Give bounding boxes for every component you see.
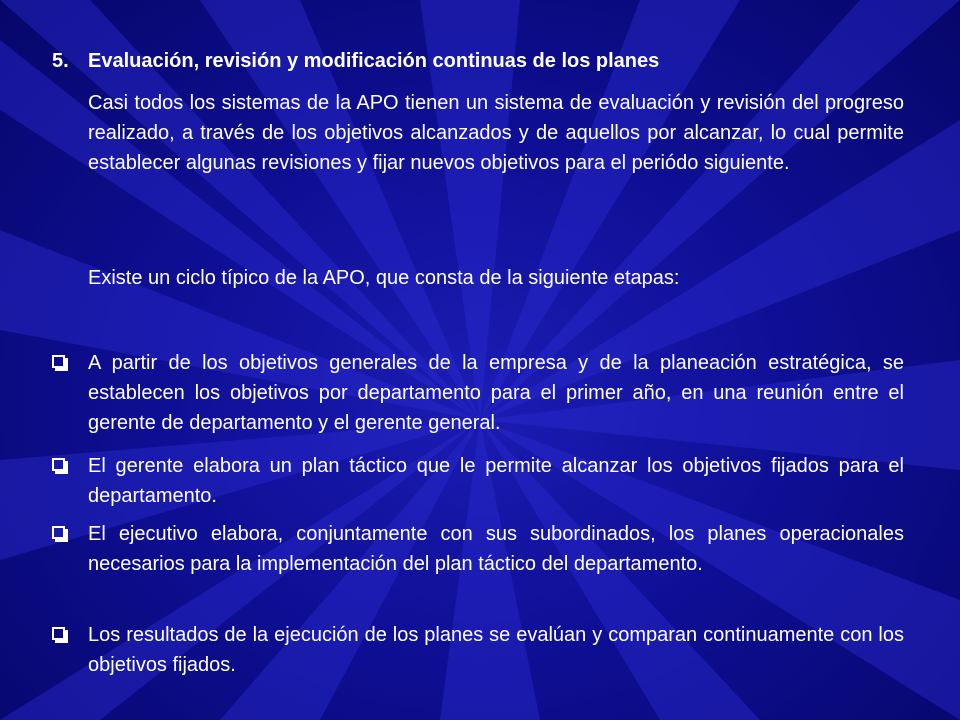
cycle-paragraph bbox=[88, 263, 904, 293]
intro-paragraph-text: Casi todos los sistemas de la APO tienen un sistema de evaluación y revisión del progreso realizado, a través de los objetivos alcanzados y de aquellos por alcanzar, lo cual permite establecer algunas revisiones y fijar nuevos objetivos para el periódo siguiente. bbox=[88, 92, 904, 174]
intro-paragraph bbox=[88, 88, 904, 178]
list-item-text: El gerente elabora un plan táctico que le permite alcanzar los objetivos fijados para el departamento. bbox=[88, 455, 904, 507]
section-title: Evaluación, revisión y modificación continuas de los planes bbox=[88, 50, 660, 72]
checkbox-square-icon bbox=[52, 627, 65, 640]
list-item bbox=[52, 348, 904, 438]
list-item-text: A partir de los objetivos generales de la empresa y de la planeación estratégica, se establecen los objetivos por departamento para el primer año, en una reunión entre el gerente de departamento y el gerente general. bbox=[88, 352, 904, 434]
list-item bbox=[52, 620, 904, 680]
list-item-text: Los resultados de la ejecución de los planes se evalúan y comparan continuamente con los objetivos fijados. bbox=[88, 624, 904, 676]
list-item-text: El ejecutivo elabora, conjuntamente con sus subordinados, los planes operacionales necesarios para la implementación del plan táctico del departamento. bbox=[88, 523, 904, 575]
section-number: 5. bbox=[52, 50, 69, 72]
checkbox-square-icon bbox=[52, 526, 65, 539]
list-item bbox=[52, 451, 904, 511]
section-heading bbox=[52, 48, 659, 74]
checkbox-square-icon bbox=[52, 458, 65, 471]
cycle-paragraph-text: Existe un ciclo típico de la APO, que consta de la siguiente etapas: bbox=[88, 267, 680, 289]
list-item bbox=[52, 519, 904, 579]
checkbox-square-icon bbox=[52, 355, 65, 368]
